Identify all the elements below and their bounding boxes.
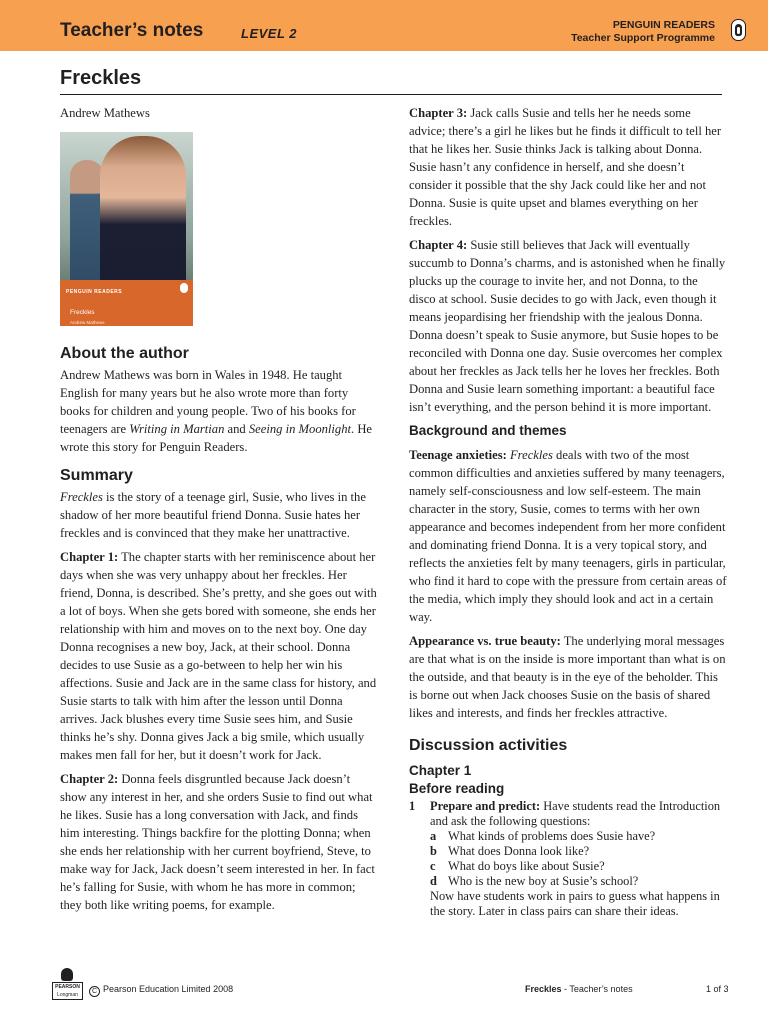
header-title: Teacher’s notes: [60, 20, 204, 41]
page-title: Freckles: [60, 67, 142, 89]
summary-heading: Summary: [60, 467, 133, 484]
header-brand-name: PENGUIN READERS: [612, 19, 715, 31]
activity-item: 1 Prepare and predict: Have students read the Introduction and ask the following questions: a What kinds of problems does Susie have? b What does Donna look like? c What do boys like about Susie? d Who is the new boy at Susie’s school? Now have students work in pairs to guess what happens in the story. Later in class pairs can share their ideas.: [409, 799, 727, 919]
right-column: [409, 104, 727, 919]
summary-chapter-1: Chapter 1: The chapter starts with her reminiscence about her days when she was very unhappy about her freckles. Her friend, Donna, is described. She’s pretty, and she goes out with a lot of boys. When she gets bored with someone, she ends her relationship with him and moves on to the next boy. One day Donna recognises a new boy, Jack, at their school. Donna decides to use Susie as a go-between to help her win his affections. Susie and Jack are in the same class for history, and Susie starts to talk with him after the lesson until Donna arrives. Jack blushes every time Susie sees him, and Susie thinks he’s shy. Donna gives Jack a big smile, which usually makes men fall for her, but it doesn’t work for Jack.: [60, 550, 377, 762]
summary-chapter-2: Chapter 2: Donna feels disgruntled because Jack doesn’t show any interest in her, and she orders Susie to find out what he likes. Susie has a long conversation with Jack, and finds him interesting. Things backfire for the plotting Donna; when she ends her relationship with her current boyfriend, Steve, to make way for Jack, Jack doesn’t seem interested in her. In fact he’s falling for Susie, with whom he has more in common; they both like writing poems, for example.: [60, 772, 375, 912]
background-heading: Background and themes: [409, 423, 567, 438]
footer-page-number: 1 of 3: [706, 984, 729, 994]
question-a: a What kinds of problems does Susie have?: [430, 829, 656, 843]
activity-list: [409, 799, 727, 919]
cover-title: Freckles: [70, 309, 95, 316]
question-b: b What does Donna look like?: [430, 844, 590, 858]
summary-chapter-3: Chapter 3: Jack calls Susie and tells her he needs some advice; there’s a girl he likes but he finds it difficult to tell her that he likes her. Susie thinks Jack is talking about Donna. Susie hasn’t any confidence in herself, and she doesn’t consider it possible that the shy Jack could like her and not Donna. Susie is quite upset and blames everything on her freckles.: [409, 106, 722, 228]
discussion-chapter: Chapter 1: [409, 763, 472, 778]
book-title-1: Writing in Martian: [129, 422, 225, 436]
theme-appearance: Appearance vs. true beauty: The underlying moral messages are that what is on the inside is more important than what is on the outside, and that beauty is in the eye of the beholder. This is borne out when Jack chooses Susie on the basis of shared likes and interests, and finds her freckles attractive.: [409, 634, 726, 720]
penguin-logo-icon: [731, 19, 746, 41]
footer-copyright: C Pearson Education Limited 2008: [89, 984, 233, 997]
footer-doc-title: Freckles - Teacher’s notes: [525, 984, 633, 994]
question-c: c What do boys like about Susie?: [430, 859, 605, 873]
summary-intro: Freckles is the story of a teenage girl, Susie, who lives in the shadow of her more beautiful friend Donna. Susie hates her freckles and is convinced that they make her unattractive.: [60, 490, 366, 540]
discussion-subheading: Before reading: [409, 781, 505, 796]
activity-followup: Now have students work in pairs to guess what happens in the story. Later in class pairs can share their ideas.: [430, 889, 720, 918]
left-column: [60, 104, 378, 920]
header-level: LEVEL 2: [241, 26, 298, 41]
title-divider: [60, 94, 722, 95]
pearson-longman-logo-icon: PEARSON Longman: [52, 968, 83, 1000]
activity-number: 1: [409, 799, 416, 813]
cover-series: PENGUIN READERS: [66, 289, 123, 295]
summary-chapter-4: Chapter 4: Susie still believes that Jack will eventually succumb to Donna’s charms, and is astonished when he finally plucks up the courage to invite her, and not Donna, to the disco at school. Susie decides to go with Jack, even though it means jeopardising her friendship with the jealous Donna. Donna doesn’t speak to Susie anymore, but Susie hopes to be reconciled with Donna one day. Susie overcomes her complex about her freckles as Jack tells her he loves her freckles. Both Donna and Susie learn something important: a beautiful face isn’t everything, and the person behind it is more important.: [409, 238, 726, 414]
book-cover-image: [60, 132, 193, 326]
book-title-2: Seeing in Moonlight: [248, 422, 352, 436]
cover-penguin-icon: [180, 283, 188, 293]
about-paragraph: Andrew Mathews was born in Wales in 1948. He taught English for many years but he also wrote more than forty books for children and young people. Two of his books for teenagers are Writing in Martian and Seeing in Moonlight. He wrote this story for Penguin Readers.: [60, 368, 372, 454]
author-name: Andrew Mathews: [60, 106, 150, 120]
theme-teenage-anxieties: Teenage anxieties: Freckles deals with two of the most common difficulties and anxieties suffered by many teenagers, namely self-consciousness and low self-esteem. The main character in the story, Susie, comes to terms with her own appearance and becomes independent from her more confident and dominating friend Donna. It is a very topical story, and reflects the anxieties felt by many teenagers, girls in particular, who find it hard to cope with the pressure from certain areas of the media, which imply they should look and act in a certain way.: [409, 448, 727, 624]
question-d: d Who is the new boy at Susie’s school?: [430, 874, 639, 888]
copyright-icon: C: [89, 986, 100, 997]
cover-author: Andrew Mathews: [70, 320, 105, 325]
about-heading: About the author: [60, 345, 189, 362]
header-bar: [0, 0, 768, 51]
discussion-heading: Discussion activities: [409, 737, 568, 754]
header-brand: [571, 19, 715, 45]
header-brand-programme: Teacher Support Programme: [571, 32, 715, 44]
